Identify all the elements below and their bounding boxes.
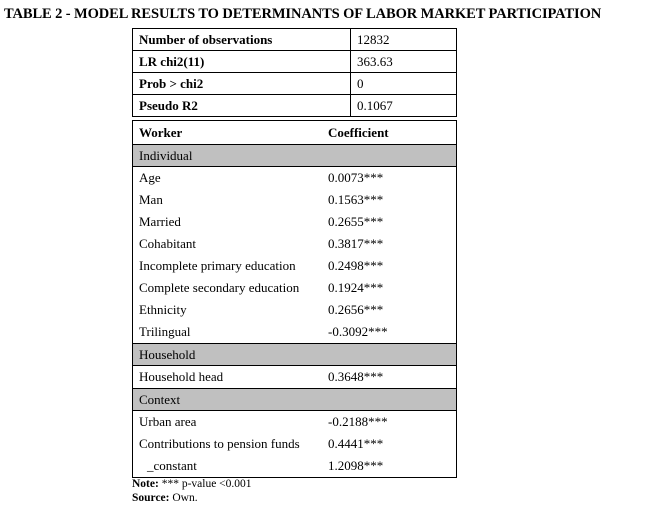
variable-label-trilingual: Trilingual [139, 324, 191, 339]
source-label: Source: [132, 491, 170, 504]
table-notes [132, 478, 252, 506]
section-row-context [133, 389, 457, 411]
section-value-context [324, 389, 457, 411]
section-row-household [133, 344, 457, 366]
variable-value-urban-area: -0.2188*** [327, 414, 388, 429]
variable-label-age: Age [139, 170, 161, 185]
table-row [133, 51, 457, 73]
table-row [133, 411, 457, 434]
table-row [133, 366, 457, 389]
source-text: Own. [169, 491, 198, 504]
section-row-individual [133, 145, 457, 167]
note-label: Note: [132, 478, 159, 490]
variable-value-trilingual: -0.3092*** [327, 324, 388, 339]
variable-label-contributions-to-pension-funds: Contributions to pension funds [139, 436, 300, 452]
table-row [133, 299, 457, 321]
variable-label-urban-area: Urban area [139, 414, 197, 429]
section-value-individual [324, 145, 457, 167]
variable-label-married: Married [139, 214, 181, 229]
table-row [133, 233, 457, 255]
variable-value-incomplete-primary-education: 0.2498*** [327, 258, 384, 273]
variable-value-cohabitant: 0.3817*** [327, 236, 384, 251]
table-row [133, 321, 457, 344]
table-row [133, 167, 457, 190]
note-line [132, 478, 252, 492]
variable-value-complete-secondary-education: 0.1924*** [327, 280, 384, 295]
variable-label-man: Man [139, 192, 163, 207]
column-header-worker: Worker [133, 121, 324, 145]
variable-label-constant: _constant [133, 455, 324, 478]
stat-value-pseudor2: 0.1067 [351, 95, 457, 117]
variable-label-incomplete-primary-education: Incomplete primary education [139, 258, 296, 273]
model-results-table [132, 120, 457, 478]
stat-value-probchi2: 0 [351, 73, 457, 95]
stat-label-pseudor2: Pseudo R2 [133, 95, 351, 117]
table-row [133, 455, 457, 478]
variable-value-household-head: 0.3648*** [327, 369, 384, 384]
note-text: *** p-value <0.001 [158, 478, 252, 490]
table-row [133, 95, 457, 117]
variable-value-age: 0.0073*** [327, 170, 384, 185]
table-row [133, 211, 457, 233]
stat-value-observations: 12832 [351, 29, 457, 51]
variable-value-contributions-to-pension-funds: 0.4441*** [327, 436, 384, 451]
section-value-household [324, 344, 457, 366]
table-row [133, 29, 457, 51]
stat-label-probchi2: Prob > chi2 [133, 73, 351, 95]
variable-label-ethnicity: Ethnicity [139, 302, 187, 317]
stat-label-observations: Number of observations [133, 29, 351, 51]
section-label-individual: Individual [133, 145, 324, 167]
page-title: TABLE 2 - MODEL RESULTS TO DETERMINANTS OF LABOR MARKET PARTICIPATION [4, 6, 602, 22]
variable-value-married: 0.2655*** [327, 214, 384, 229]
stat-value-lrchi2: 363.63 [351, 51, 457, 73]
table-row [133, 277, 457, 299]
column-header-coefficient: Coefficient [324, 121, 457, 145]
variable-value-ethnicity: 0.2656*** [327, 302, 384, 317]
table-row [133, 189, 457, 211]
variable-value-constant: 1.2098*** [324, 455, 457, 478]
section-label-household: Household [133, 344, 324, 366]
table-row [133, 255, 457, 277]
variable-value-man: 0.1563*** [327, 192, 384, 207]
variable-label-complete-secondary-education: Complete secondary education [139, 280, 300, 296]
section-label-context: Context [133, 389, 324, 411]
variable-label-household-head: Household head [139, 369, 224, 384]
model-statistics-table [132, 28, 457, 117]
table-header-row [133, 121, 457, 145]
table-row [133, 433, 457, 455]
variable-label-cohabitant: Cohabitant [139, 236, 197, 251]
table-row [133, 73, 457, 95]
stat-label-lrchi2: LR chi2(11) [133, 51, 351, 73]
source-line [132, 492, 252, 506]
